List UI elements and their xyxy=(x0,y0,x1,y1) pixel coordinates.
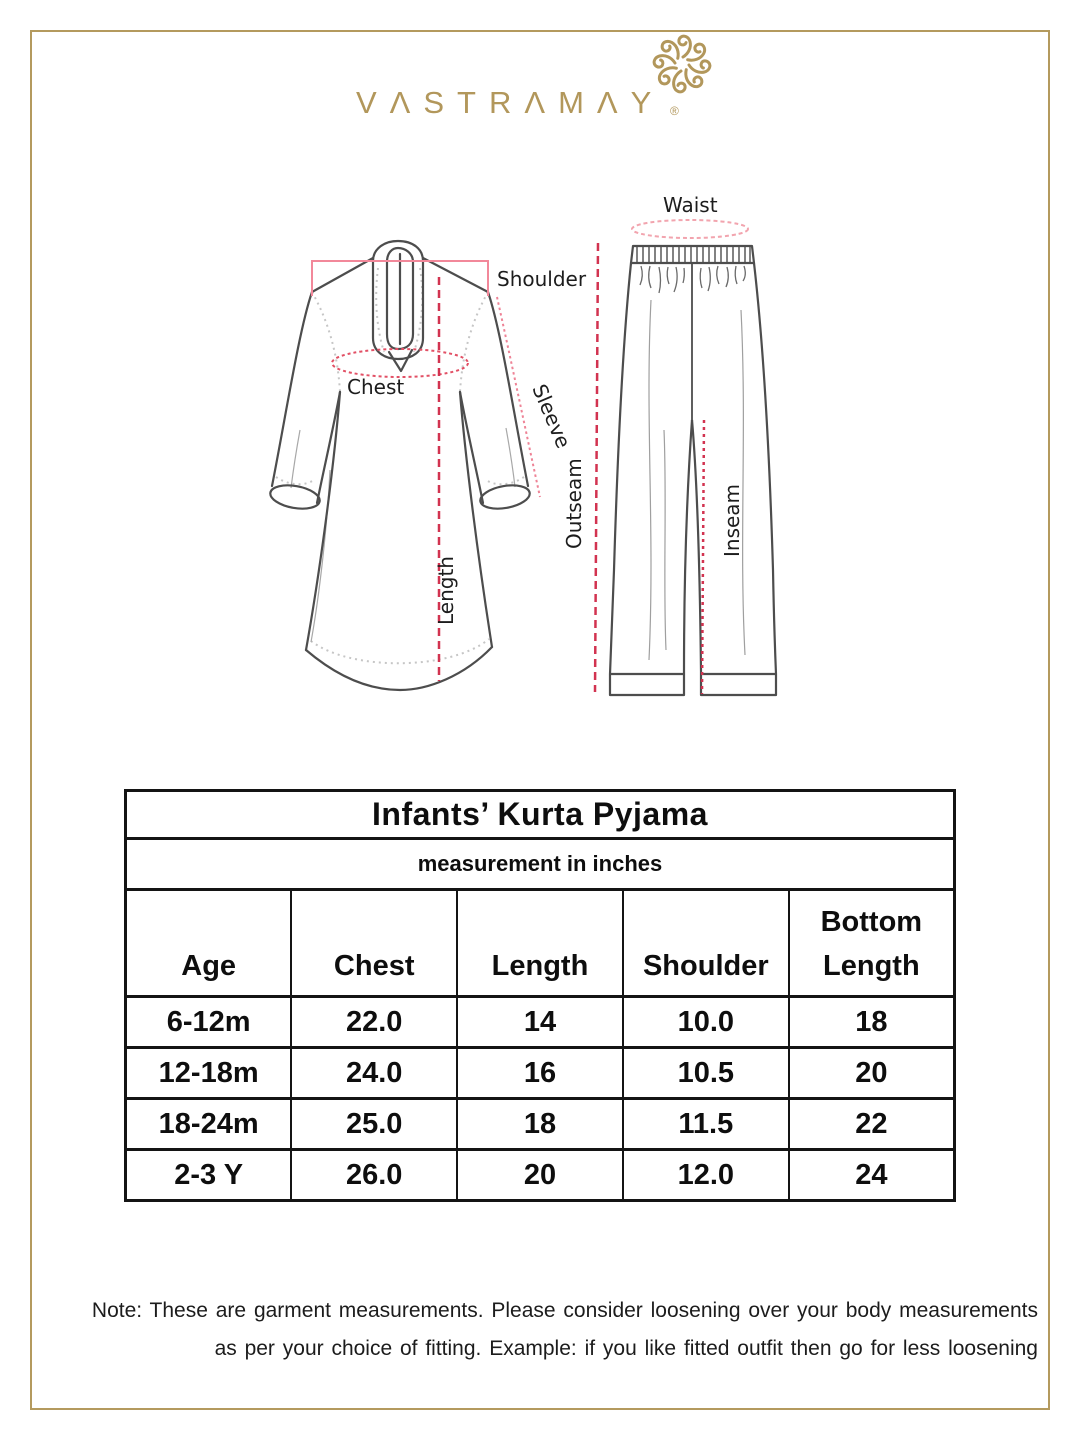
table-subtitle: measurement in inches xyxy=(126,839,955,890)
note xyxy=(44,1292,1038,1368)
column-header-chest: Chest xyxy=(291,890,457,997)
chest-label: Chest xyxy=(347,375,405,399)
length-label: Length xyxy=(434,556,458,625)
size-cell: 20 xyxy=(457,1150,623,1201)
size-row xyxy=(126,1048,955,1099)
size-cell: 10.5 xyxy=(623,1048,789,1099)
size-cell: 10.0 xyxy=(623,997,789,1048)
size-cell: 12.0 xyxy=(623,1150,789,1201)
size-cell: 25.0 xyxy=(291,1099,457,1150)
inseam-measure-line xyxy=(702,420,704,694)
size-cell: 24 xyxy=(789,1150,955,1201)
size-cell: 16 xyxy=(457,1048,623,1099)
shoulder-label: Shoulder xyxy=(497,267,587,291)
sleeve-label: Sleeve xyxy=(527,380,576,452)
pyjama-outline xyxy=(610,246,776,695)
size-cell: 22 xyxy=(789,1099,955,1150)
size-cell: 18-24m xyxy=(126,1099,292,1150)
pyjama-figure xyxy=(562,193,776,695)
size-cell: 2-3 Y xyxy=(126,1150,292,1201)
outseam-measure-line xyxy=(595,243,598,692)
waist-label: Waist xyxy=(663,193,718,217)
kurta-measure-lines xyxy=(312,261,540,681)
note-line-1: Note: These are garment measurements. Please consider loosening over your body measurements xyxy=(91,1299,1038,1322)
note-line-2: as per your choice of fitting. Example: if you like fitted outfit then go for less loosening xyxy=(214,1337,1038,1360)
outseam-label: Outseam xyxy=(562,458,586,549)
brand-wordmark: VΛSTRΛMΛY xyxy=(356,85,665,120)
chest-measure-ellipse xyxy=(332,349,468,377)
measurement-diagram xyxy=(230,170,930,750)
column-header-shoulder: Shoulder xyxy=(623,890,789,997)
table-title: Infants’ Kurta Pyjama xyxy=(126,791,955,839)
size-row xyxy=(126,1099,955,1150)
column-header-bottom-length: Bottom Length xyxy=(789,890,955,997)
size-table xyxy=(124,789,956,1202)
size-cell: 12-18m xyxy=(126,1048,292,1099)
column-header-length: Length xyxy=(457,890,623,997)
pyjama-elastic-marks xyxy=(637,247,750,263)
size-row xyxy=(126,1150,955,1201)
registered-trademark-icon: ® xyxy=(670,104,679,118)
size-cell: 11.5 xyxy=(623,1099,789,1150)
size-cell: 18 xyxy=(457,1099,623,1150)
size-row xyxy=(126,997,955,1048)
waist-measure-ellipse xyxy=(632,220,748,238)
size-cell: 14 xyxy=(457,997,623,1048)
size-cell: 24.0 xyxy=(291,1048,457,1099)
inseam-label: Inseam xyxy=(720,483,744,557)
column-header-age: Age xyxy=(126,890,292,997)
size-cell: 26.0 xyxy=(291,1150,457,1201)
size-cell: 20 xyxy=(789,1048,955,1099)
size-cell: 22.0 xyxy=(291,997,457,1048)
kurta-figure xyxy=(268,241,586,690)
kurta-outline xyxy=(268,241,531,690)
size-cell: 6-12m xyxy=(126,997,292,1048)
size-cell: 18 xyxy=(789,997,955,1048)
size-table-body xyxy=(126,997,955,1201)
